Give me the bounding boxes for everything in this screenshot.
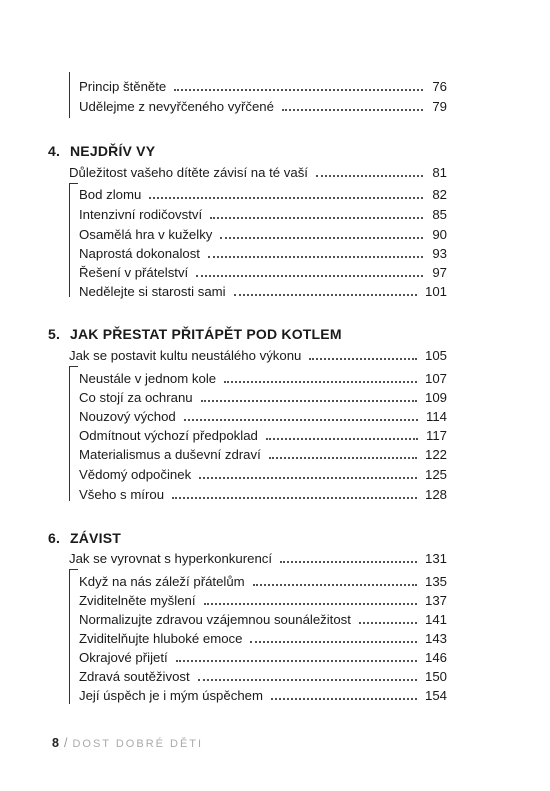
toc-entry[interactable] [79, 629, 447, 647]
entry-page: 125 [424, 467, 447, 482]
chapter-number: 6. [48, 530, 61, 546]
dot-leader [266, 438, 418, 440]
entry-page: 76 [432, 79, 447, 94]
entry-title: Důležitost vašeho dítěte závisí na té vaší [69, 165, 308, 180]
dot-leader [234, 294, 417, 296]
entry-title: Materialismus a duševní zdraví [79, 447, 261, 462]
toc-entry[interactable] [79, 407, 447, 425]
dot-leader [210, 217, 423, 219]
entry-title: Její úspěch je i mým úspěchem [79, 688, 263, 703]
dot-leader [253, 584, 417, 586]
dot-leader [174, 89, 423, 91]
entry-title: Řešení v přátelství [79, 265, 189, 280]
toc-entry[interactable] [79, 445, 447, 463]
dot-leader [201, 400, 417, 402]
entry-page: 154 [424, 688, 447, 703]
entry-title: Nedělejte si starosti sami [79, 284, 226, 299]
dot-leader [316, 175, 423, 177]
entry-title: Když na nás záleží přátelům [79, 574, 245, 589]
page-footer [52, 736, 203, 750]
toc-entry[interactable] [79, 426, 447, 444]
toc-entry[interactable] [79, 369, 447, 387]
toc-entry[interactable] [79, 591, 447, 609]
entry-page: 146 [424, 650, 447, 665]
entry-page: 97 [432, 265, 447, 280]
entry-title: Princip štěněte [79, 79, 167, 94]
entry-title: Okrajové přijetí [79, 650, 168, 665]
entry-page: 93 [432, 246, 447, 261]
entry-page: 141 [424, 612, 447, 627]
entry-page: 109 [424, 390, 447, 405]
dot-leader [282, 109, 423, 111]
toc-main-entry[interactable] [69, 163, 447, 181]
entry-page: 101 [424, 284, 447, 299]
footer-book-title: DOST DOBRÉ DĚTI [72, 738, 204, 750]
entry-page: 85 [432, 207, 447, 222]
entry-page: 128 [424, 487, 447, 502]
chapter-title: JAK PŘESTAT PŘITÁPĚT POD KOTLEM [70, 326, 342, 342]
dot-leader [184, 419, 418, 421]
chapter-title: NEJDŘÍV VY [70, 143, 156, 159]
chapter-heading[interactable] [48, 143, 155, 159]
toc-entry[interactable] [79, 225, 447, 243]
toc-entry[interactable] [79, 485, 447, 503]
dot-leader [199, 477, 417, 479]
entry-page: 131 [424, 551, 447, 566]
dot-leader [224, 381, 417, 383]
entry-page: 107 [424, 371, 447, 386]
toc-entry[interactable] [79, 263, 447, 281]
entry-page: 105 [424, 348, 447, 363]
chapter-number: 4. [48, 143, 61, 159]
entry-title: Co stojí za ochranu [79, 390, 193, 405]
dot-leader [309, 358, 417, 360]
entry-title: Jak se vyrovnat s hyperkonkurencí [69, 551, 273, 566]
entry-title: Neustále v jednom kole [79, 371, 217, 386]
dot-leader [198, 679, 417, 681]
entry-page: 82 [432, 187, 447, 202]
sub-bracket [69, 366, 78, 501]
dot-leader [269, 457, 417, 459]
chapter-heading[interactable] [48, 326, 342, 342]
entry-page: 122 [424, 447, 447, 462]
entry-title: Vědomý odpočinek [79, 467, 192, 482]
entry-title: Osamělá hra v kuželky [79, 227, 213, 242]
dot-leader [196, 275, 423, 277]
chapter-title: ZÁVIST [70, 530, 121, 546]
entry-title: Normalizujte zdravou vzájemnou sounáležitost [79, 612, 351, 627]
entry-page: 143 [424, 631, 447, 646]
toc-entry[interactable] [79, 648, 447, 666]
entry-page: 90 [432, 227, 447, 242]
sub-bracket [69, 183, 78, 297]
entry-title: Zviditelněte myšlení [79, 593, 196, 608]
entry-page: 81 [432, 165, 447, 180]
entry-title: Všeho s mírou [79, 487, 165, 502]
toc-entry[interactable] [79, 244, 447, 262]
dot-leader [208, 256, 423, 258]
toc-entry[interactable] [79, 572, 447, 590]
toc-entry[interactable] [79, 185, 447, 203]
entry-page: 79 [432, 99, 447, 114]
entry-title: Nouzový východ [79, 409, 176, 424]
dot-leader [280, 561, 417, 563]
entry-title: Odmítnout výchozí předpoklad [79, 428, 258, 443]
entry-page: 117 [425, 428, 447, 443]
sub-bracket [69, 72, 70, 118]
entry-page: 137 [424, 593, 447, 608]
entry-page: 135 [424, 574, 447, 589]
toc-main-entry[interactable] [69, 346, 447, 364]
entry-title: Zdravá soutěživost [79, 669, 190, 684]
entry-page: 114 [425, 409, 447, 424]
toc-entry[interactable] [79, 97, 447, 115]
chapter-heading[interactable] [48, 530, 121, 546]
entry-title: Jak se postavit kultu neustálého výkonu [69, 348, 302, 363]
toc-entry[interactable] [79, 667, 447, 685]
dot-leader [172, 497, 417, 499]
toc-entry[interactable] [79, 77, 447, 95]
dot-leader [176, 660, 417, 662]
footer-page-number: 8 [52, 736, 59, 750]
dot-leader [250, 641, 417, 643]
toc-entry[interactable] [79, 205, 447, 223]
entry-title: Bod zlomu [79, 187, 142, 202]
toc-entry[interactable] [79, 465, 447, 483]
footer-separator: / [63, 736, 68, 750]
toc-main-entry[interactable] [69, 549, 447, 567]
toc-entry[interactable] [79, 388, 447, 406]
sub-bracket [69, 569, 78, 704]
dot-leader [204, 603, 417, 605]
dot-leader [149, 197, 423, 199]
toc-entry[interactable] [79, 610, 447, 628]
dot-leader [359, 622, 417, 624]
dot-leader [271, 698, 417, 700]
entry-title: Udělejme z nevyřčeného vyřčené [79, 99, 274, 114]
toc-entry[interactable] [79, 686, 447, 704]
entry-title: Intenzivní rodičovství [79, 207, 203, 222]
chapter-number: 5. [48, 326, 61, 342]
entry-title: Naprostá dokonalost [79, 246, 200, 261]
dot-leader [220, 237, 423, 239]
entry-page: 150 [424, 669, 447, 684]
toc-entry[interactable] [79, 282, 447, 300]
entry-title: Zviditelňujte hluboké emoce [79, 631, 243, 646]
